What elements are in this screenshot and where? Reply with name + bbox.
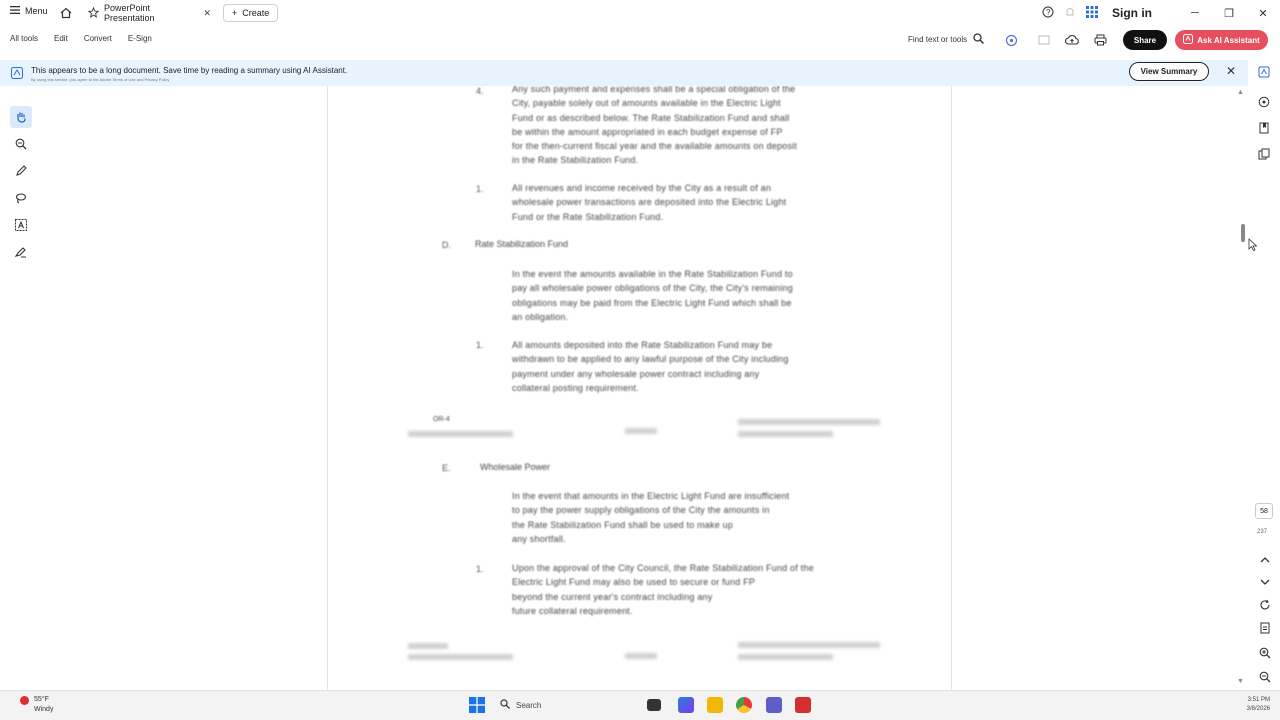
tool-tabs xyxy=(10,34,152,43)
toolbar xyxy=(0,26,1280,54)
folder-icon[interactable] xyxy=(707,697,723,713)
document-paragraph: Any such payment and expenses shall be a special obligation of the City, payable solely out of amounts available in the Electric Light Fund or as described below. The Rate Stabilization Fund and shall be within the amount appropriated in each budget expense of FP for the then-current fiscal year and the available amounts on deposit in the Rate Stabilization Fund. xyxy=(512,86,797,166)
edge-browser-icon[interactable] xyxy=(678,697,694,713)
footer-rule xyxy=(408,431,513,437)
banner-message: This appears to be a long document. Save time by reading a summary using AI Assistant. xyxy=(31,66,348,75)
clock-date: 3/8/2026 xyxy=(1246,706,1270,712)
tab-convert[interactable]: Convert xyxy=(83,34,112,43)
svg-text:?: ? xyxy=(1046,8,1051,17)
weather-condition: Windy xyxy=(34,706,54,713)
menu-label: Menu xyxy=(25,6,48,16)
next-page-icon[interactable] xyxy=(1257,574,1273,590)
list-marker: 1. xyxy=(476,184,484,194)
search-icon xyxy=(973,33,984,46)
zoom-in-icon[interactable] xyxy=(1257,645,1273,661)
document-paragraph: In the event the amounts available in the Rate Stabilization Fund to pay all wholesale power obligations of the City, the City's remaining obligations may be paid from the Electric Light Fund which shall be an obligation. xyxy=(512,269,793,322)
previous-page-icon[interactable] xyxy=(1257,552,1273,568)
scrollbar-thumb[interactable] xyxy=(1241,224,1245,242)
section-heading: Wholesale Power xyxy=(480,462,551,472)
minimize-icon[interactable]: ─ xyxy=(1191,7,1199,19)
find-label: Find text or tools xyxy=(908,35,968,44)
comment-icon[interactable] xyxy=(1256,94,1272,110)
file-explorer-dark-icon[interactable] xyxy=(647,699,661,711)
footer-rule xyxy=(625,653,657,659)
tab-all-tools[interactable]: All tools xyxy=(10,34,39,43)
chrome-icon[interactable] xyxy=(736,697,752,713)
tab-e-sign[interactable]: E-Sign xyxy=(127,34,152,43)
document-paragraph: In the event that amounts in the Electric Light Fund are insufficient to pay the power supply obligations of the City the amounts in the Rate Stabilization Fund shall be used to make up any shortfall. xyxy=(512,491,790,544)
footer-rule xyxy=(738,642,880,648)
document-page xyxy=(327,86,952,690)
create-button[interactable] xyxy=(223,4,278,22)
section-marker: D. xyxy=(442,240,451,250)
maximize-icon[interactable]: ❐ xyxy=(1224,7,1234,20)
hand-tool-icon[interactable] xyxy=(10,106,32,128)
banner-terms[interactable]: By using this service, you agree to the Adobe Terms of Use and Privacy Policy xyxy=(31,77,170,82)
footer-rule xyxy=(738,654,833,660)
ask-ai-assistant-button[interactable] xyxy=(1175,30,1268,50)
left-toolbar xyxy=(10,106,32,268)
document-tab[interactable] xyxy=(82,2,217,24)
list-marker: 4. xyxy=(476,86,484,96)
search-label: Search xyxy=(516,700,542,710)
right-rail xyxy=(1250,60,1280,690)
zoom-out-icon[interactable] xyxy=(1257,669,1273,685)
pen-tool-icon[interactable] xyxy=(10,160,32,182)
footer-rule xyxy=(738,419,880,425)
teams-icon[interactable] xyxy=(766,697,782,713)
footer-rule xyxy=(408,643,448,649)
scroll-up-arrow[interactable]: ▲ xyxy=(1237,89,1244,96)
compare-icon[interactable] xyxy=(1036,32,1052,48)
ai-tools-icon[interactable] xyxy=(1003,32,1019,48)
document-paragraph: All amounts deposited into the Rate Stabilization Fund may be withdrawn to be applied to any lawful purpose of the City including payment under any wholesale power contract including any collateral posting requirement. xyxy=(512,340,789,393)
windows-taskbar xyxy=(0,690,1280,720)
weather-widget[interactable] xyxy=(18,695,53,715)
document-paragraph: Upon the approval of the City Council, the Rate Stabilization Fund of the Electric Light Fund may also be used to secure or fund FP beyond the current year's contract including any future collateral requirement. xyxy=(512,563,814,616)
share-button[interactable]: Share xyxy=(1123,30,1167,50)
zoom-tool-icon[interactable] xyxy=(10,133,32,155)
apps-grid-icon[interactable] xyxy=(1086,6,1098,20)
clock-time: 3:51 PM xyxy=(1247,697,1270,703)
document-paragraph: All revenues and income received by the City as a result of an wholesale power transactions are deposited into the Electric Light Fund or the Rate Stabilization Fund. xyxy=(512,183,787,222)
view-summary-button[interactable]: View Summary xyxy=(1129,62,1209,81)
bookmark-icon[interactable] xyxy=(1256,120,1272,136)
star-icon[interactable] xyxy=(88,7,99,20)
system-clock[interactable] xyxy=(1234,696,1270,714)
lasso-tool-icon[interactable] xyxy=(10,187,32,209)
list-marker: 1. xyxy=(476,564,484,574)
signature-tool-icon[interactable] xyxy=(10,241,32,263)
print-icon[interactable] xyxy=(1092,32,1108,48)
page-footer-label: OR-4 xyxy=(433,416,450,423)
footer-rule xyxy=(408,654,513,660)
taskbar-search[interactable] xyxy=(500,699,541,711)
scroll-down-arrow[interactable]: ▼ xyxy=(1237,678,1244,685)
notification-bell-icon[interactable] xyxy=(1064,6,1076,20)
plus-icon: + xyxy=(232,8,238,18)
footer-rule xyxy=(625,428,657,434)
ai-summary-banner xyxy=(0,60,1248,86)
tab-title: PowerPoint Presentation xyxy=(104,3,155,23)
find-tools-search[interactable] xyxy=(908,33,984,46)
help-icon[interactable] xyxy=(1042,6,1054,20)
search-icon xyxy=(500,699,510,711)
close-banner-icon[interactable]: ✕ xyxy=(1226,64,1237,78)
acrobat-icon[interactable] xyxy=(795,697,811,713)
pages-panel-icon[interactable] xyxy=(1256,146,1272,162)
close-tab-icon[interactable]: ✕ xyxy=(203,7,211,18)
footer-rule xyxy=(738,431,833,437)
ai-assistant-icon xyxy=(1183,34,1193,46)
refresh-icon[interactable] xyxy=(1257,597,1273,613)
section-heading: Rate Stabilization Fund xyxy=(475,239,569,249)
ai-sparkle-icon xyxy=(11,66,23,78)
page-number-input[interactable]: 58 xyxy=(1255,503,1273,519)
title-bar xyxy=(0,0,1280,26)
home-icon[interactable] xyxy=(58,5,74,21)
close-window-icon[interactable]: ✕ xyxy=(1258,7,1268,20)
page-total: 237 xyxy=(1257,529,1268,535)
page-fit-icon[interactable] xyxy=(1257,620,1273,636)
upload-cloud-icon[interactable] xyxy=(1064,32,1080,48)
tab-edit[interactable]: Edit xyxy=(54,34,68,43)
windows-start-icon[interactable] xyxy=(469,697,485,713)
sign-in-button[interactable]: Sign in xyxy=(1112,6,1152,20)
section-marker: E. xyxy=(442,463,451,473)
ai-label: Ask AI Assistant xyxy=(1197,35,1260,45)
weather-temperature: 55°F xyxy=(34,696,49,703)
ai-chat-panel-icon[interactable] xyxy=(1256,64,1272,80)
hamburger-icon xyxy=(10,6,20,16)
weather-badge-icon xyxy=(20,696,29,705)
text-select-icon[interactable] xyxy=(10,214,32,236)
menu-button[interactable] xyxy=(10,6,48,16)
create-label: Create xyxy=(242,8,270,18)
list-marker: 1. xyxy=(476,340,484,350)
